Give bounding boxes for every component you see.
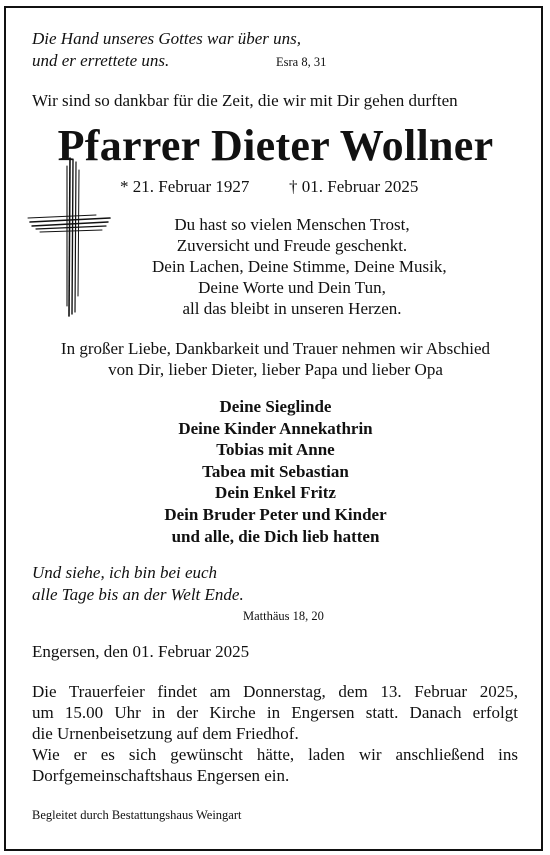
family-member: Dein Enkel Fritz (215, 483, 336, 503)
family-member: und alle, die Dich lieb hatten (171, 526, 380, 546)
verse-bottom-line1: Und siehe, ich bin bei euch (32, 563, 218, 582)
farewell-line: von Dir, lieber Dieter, lieber Papa und lieber Opa (108, 360, 443, 379)
farewell-line: In großer Liebe, Dankbarkeit und Trauer nehmen wir Abschied (60, 339, 491, 358)
family-member: Dein Bruder Peter und Kinder (164, 504, 387, 524)
death-date: † 01. Februar 2025 (289, 177, 419, 196)
cross-icon (26, 156, 112, 331)
service-line: Die Trauerfeier findet am Donnerstag, dem 13. Februar 2025, (32, 682, 518, 701)
poem-line: Deine Worte und Dein Tun, (198, 278, 386, 297)
poem-line: Zuversicht und Freude geschenkt. (176, 236, 408, 255)
service-details (32, 681, 518, 786)
family-member: Tobias mit Anne (216, 440, 335, 460)
poem-line: Du hast so vielen Menschen Trost, (174, 215, 410, 234)
poem-line: Dein Lachen, Deine Stimme, Deine Musik, (152, 257, 447, 276)
service-line: Dorfgemeinschaftshaus Engersen ein. (32, 766, 290, 785)
service-line: die Urnenbeisetzung auf dem Friedhof. (32, 724, 299, 743)
farewell-text (6, 338, 545, 380)
family-list (6, 396, 545, 547)
poem-line: all das bleibt in unseren Herzen. (182, 299, 402, 318)
verse-top-ref: Esra 8, 31 (276, 55, 327, 69)
service-line: um 15.00 Uhr in der Kirche in Engersen statt. Danach erfolgt (32, 703, 518, 722)
funeral-home-credit: Begleitet durch Bestattungshaus Weingart (32, 808, 242, 822)
verse-top-line2: und er errettete uns. (32, 51, 170, 70)
verse-top-line1: Die Hand unseres Gottes war über uns, (32, 29, 301, 48)
verse-bottom-line2: alle Tage bis an der Welt Ende. (32, 585, 244, 604)
place-date: Engersen, den 01. Februar 2025 (32, 642, 250, 661)
service-line: Wie er es sich gewünscht hätte, laden wir anschließend ins (32, 745, 518, 764)
poem (152, 214, 447, 319)
obituary-card (4, 6, 543, 851)
birth-date: * 21. Februar 1927 (120, 177, 250, 196)
gratitude-line: Wir sind so dankbar für die Zeit, die wir mit Dir gehen durften (32, 91, 458, 110)
verse-bottom-ref: Matthäus 18, 20 (243, 609, 324, 623)
family-member: Deine Kinder Annekathrin (178, 418, 373, 438)
deceased-name: Pfarrer Dieter Wollner (57, 121, 494, 170)
family-member: Tabea mit Sebastian (202, 461, 349, 481)
family-member: Deine Sieglinde (219, 397, 332, 416)
